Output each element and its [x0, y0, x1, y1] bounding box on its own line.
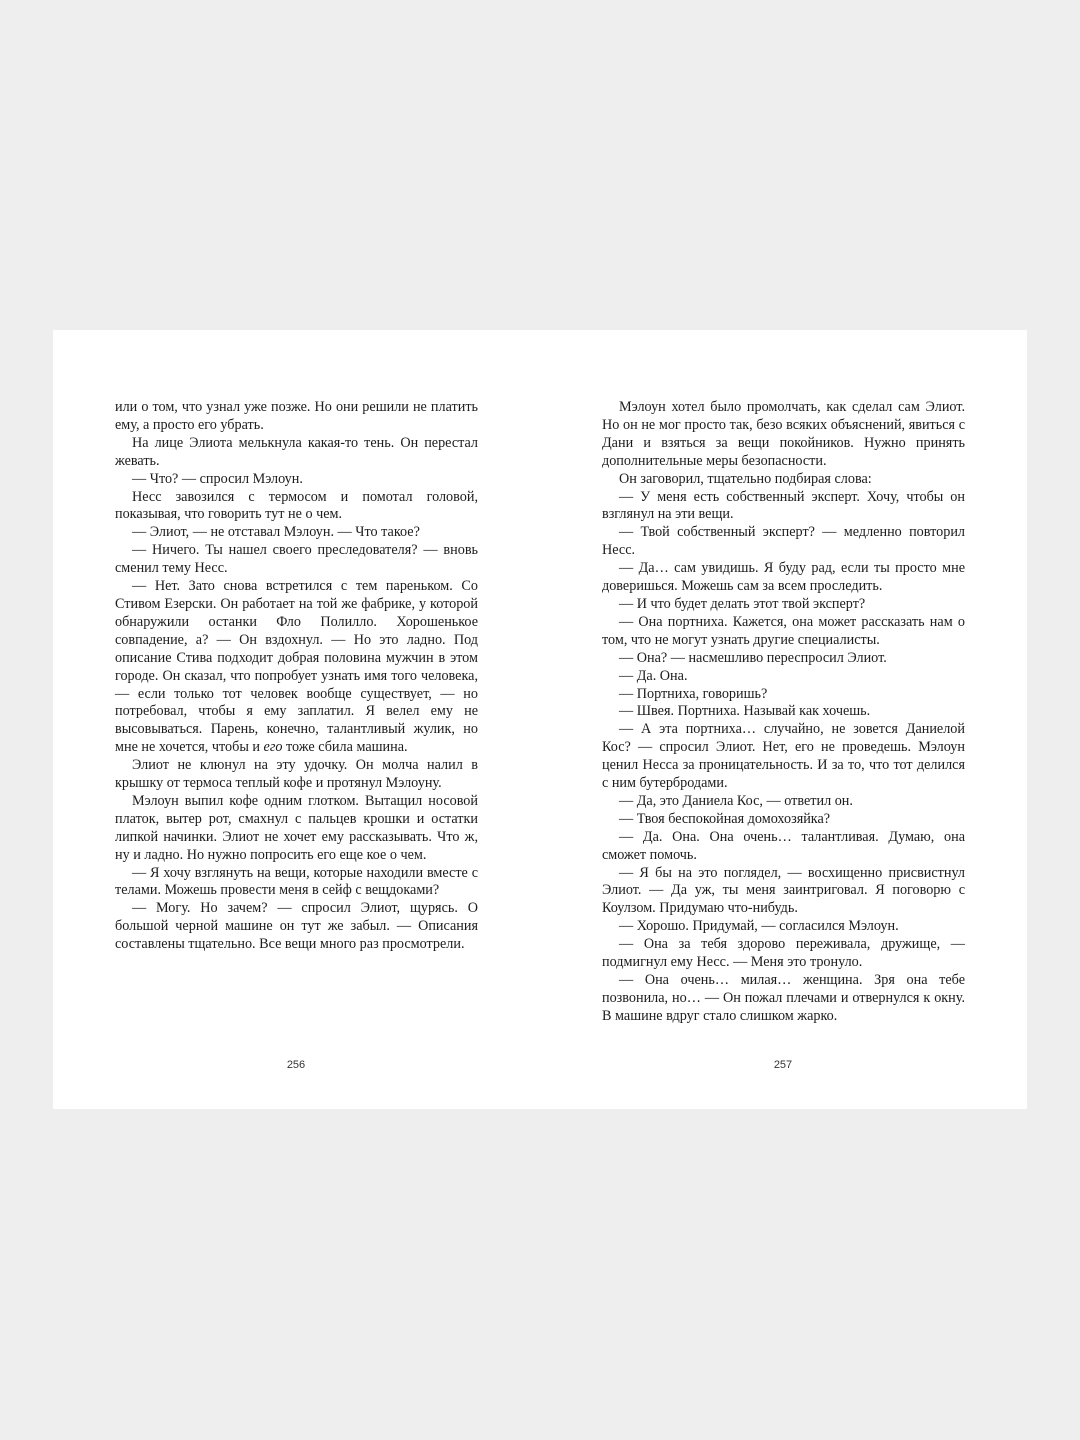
book-spread: [53, 330, 1027, 1109]
paragraph: — Элиот, — не отставал Мэлоун. — Что такое?: [132, 524, 420, 541]
paragraph: Мэлоун хотел было промолчать, как сделал сам Элиот. Но он не мог просто так, безо всяких объяснений, явиться с Дани и взяться за вещи покойников. Нужно принять дополнительные меры безопасности.: [602, 399, 965, 469]
left-page-text: [115, 399, 478, 954]
paragraph: Несс завозился с термосом и помотал головой, показывая, что говорить тут не о чем.: [115, 488, 478, 523]
paragraph: — Твоя беспокойная домохозяйка?: [619, 810, 831, 827]
paragraph: — У меня есть собственный эксперт. Хочу, чтобы он взглянул на эти вещи.: [602, 488, 965, 523]
paragraph: На лице Элиота мелькнула какая-то тень. Он перестал жевать.: [115, 434, 478, 469]
paragraph: Мэлоун выпил кофе одним глотком. Вытащил носовой платок, вытер рот, смахнул с пальцев крошки и остатки липкой начинки. Элиот не хочет ему рассказывать. Что ж, ну и ладно. Но нужно попросить его еще кое о чем.: [115, 792, 478, 863]
paragraph: Он заговорил, тщательно подбирая слова:: [619, 470, 872, 487]
italic-emphasis: его: [263, 739, 283, 756]
paragraph: — Швея. Портниха. Называй как хочешь.: [619, 703, 871, 720]
paragraph: — Она очень… милая… женщина. Зря она тебе позвонила, но… — Он пожал плечами и отвернулся к окну. В машине вдруг стало слишком жарко.: [602, 972, 965, 1024]
page-number-left: 256: [286, 1059, 306, 1071]
paragraph: — Твой собственный эксперт? — медленно повторил Несс.: [602, 524, 965, 559]
paragraph: — Портниха, говоришь?: [619, 685, 768, 702]
right-page-text: [602, 399, 965, 1026]
paragraph: — Да, это Даниела Кос, — ответил он.: [619, 792, 853, 809]
paragraph-text: тоже сбила машина.: [282, 739, 408, 756]
page-number-right: 257: [773, 1059, 793, 1071]
paragraph: [115, 578, 478, 757]
paragraph-text: — Нет. Зато снова встретился с тем пареньком. Со Стивом Езерски. Он работает на той же фабрике, у которой обнаружили останки Фло Полилло. Хорошенькое совпадение, а? — Он вздохнул. — Но это ладно. Под описание Стива подходит добрая половина мужчин в этом городе. Он сказал, что попробует узнать имя того человека, — если только тот человек вообще существует, — но потребовал, чтобы я ему заплатил. Я велел ему не высовываться. Парень, конечно, талантливый жулик, но мне не хочется, чтобы и: [115, 578, 478, 756]
paragraph: — Могу. Но зачем? — спросил Элиот, щурясь. О большой черной машине он тут же забыл. — Описания составлены тщательно. Все вещи много раз просмотрели.: [115, 900, 478, 953]
paragraph: — Ничего. Ты нашел своего преследователя? — вновь сменил тему Несс.: [115, 542, 478, 577]
paragraph: — Она портниха. Кажется, она может рассказать нам о том, что не могут узнать другие специалисты.: [602, 613, 965, 648]
paragraph: — Я хочу взглянуть на вещи, которые находили вместе с телами. Можешь провести меня в сейф с вещдоками?: [115, 864, 478, 899]
paragraph: — Она за тебя здорово переживала, дружище, — подмигнул ему Несс. — Меня это тронуло.: [602, 936, 965, 971]
paragraph: — Она? — насмешливо переспросил Элиот.: [619, 649, 887, 666]
paragraph: или о том, что узнал уже позже. Но они решили не платить ему, а просто его убрать.: [115, 399, 478, 433]
paragraph: — Да. Она. Она очень… талантливая. Думаю, она сможет помочь.: [602, 828, 965, 863]
paragraph: — А эта портниха… случайно, не зовется Даниелой Кос? — спросил Элиот. Нет, его не проведешь. Мэлоун ценил Несса за проницательность. И за то, что тот делился с ним бутербродами.: [602, 721, 965, 792]
paragraph: Элиот не клюнул на эту удочку. Он молча налил в крышку от термоса теплый кофе и протянул Мэлоуну.: [115, 757, 478, 792]
paragraph: — Хорошо. Придумай, — согласился Мэлоун.: [619, 918, 899, 935]
paragraph: — Что? — спросил Мэлоун.: [132, 470, 303, 487]
paragraph: — Да. Она.: [619, 667, 688, 684]
paragraph: — Да… сам увидишь. Я буду рад, если ты просто мне доверишься. Можешь сам за всем проследить.: [602, 560, 965, 595]
paragraph: — И что будет делать этот твой эксперт?: [619, 595, 866, 612]
paragraph: — Я бы на это поглядел, — восхищенно присвистнул Элиот. — Да уж, ты меня заинтриговал. Я поговорю с Коулзом. Придумаю что-нибудь.: [602, 864, 965, 917]
